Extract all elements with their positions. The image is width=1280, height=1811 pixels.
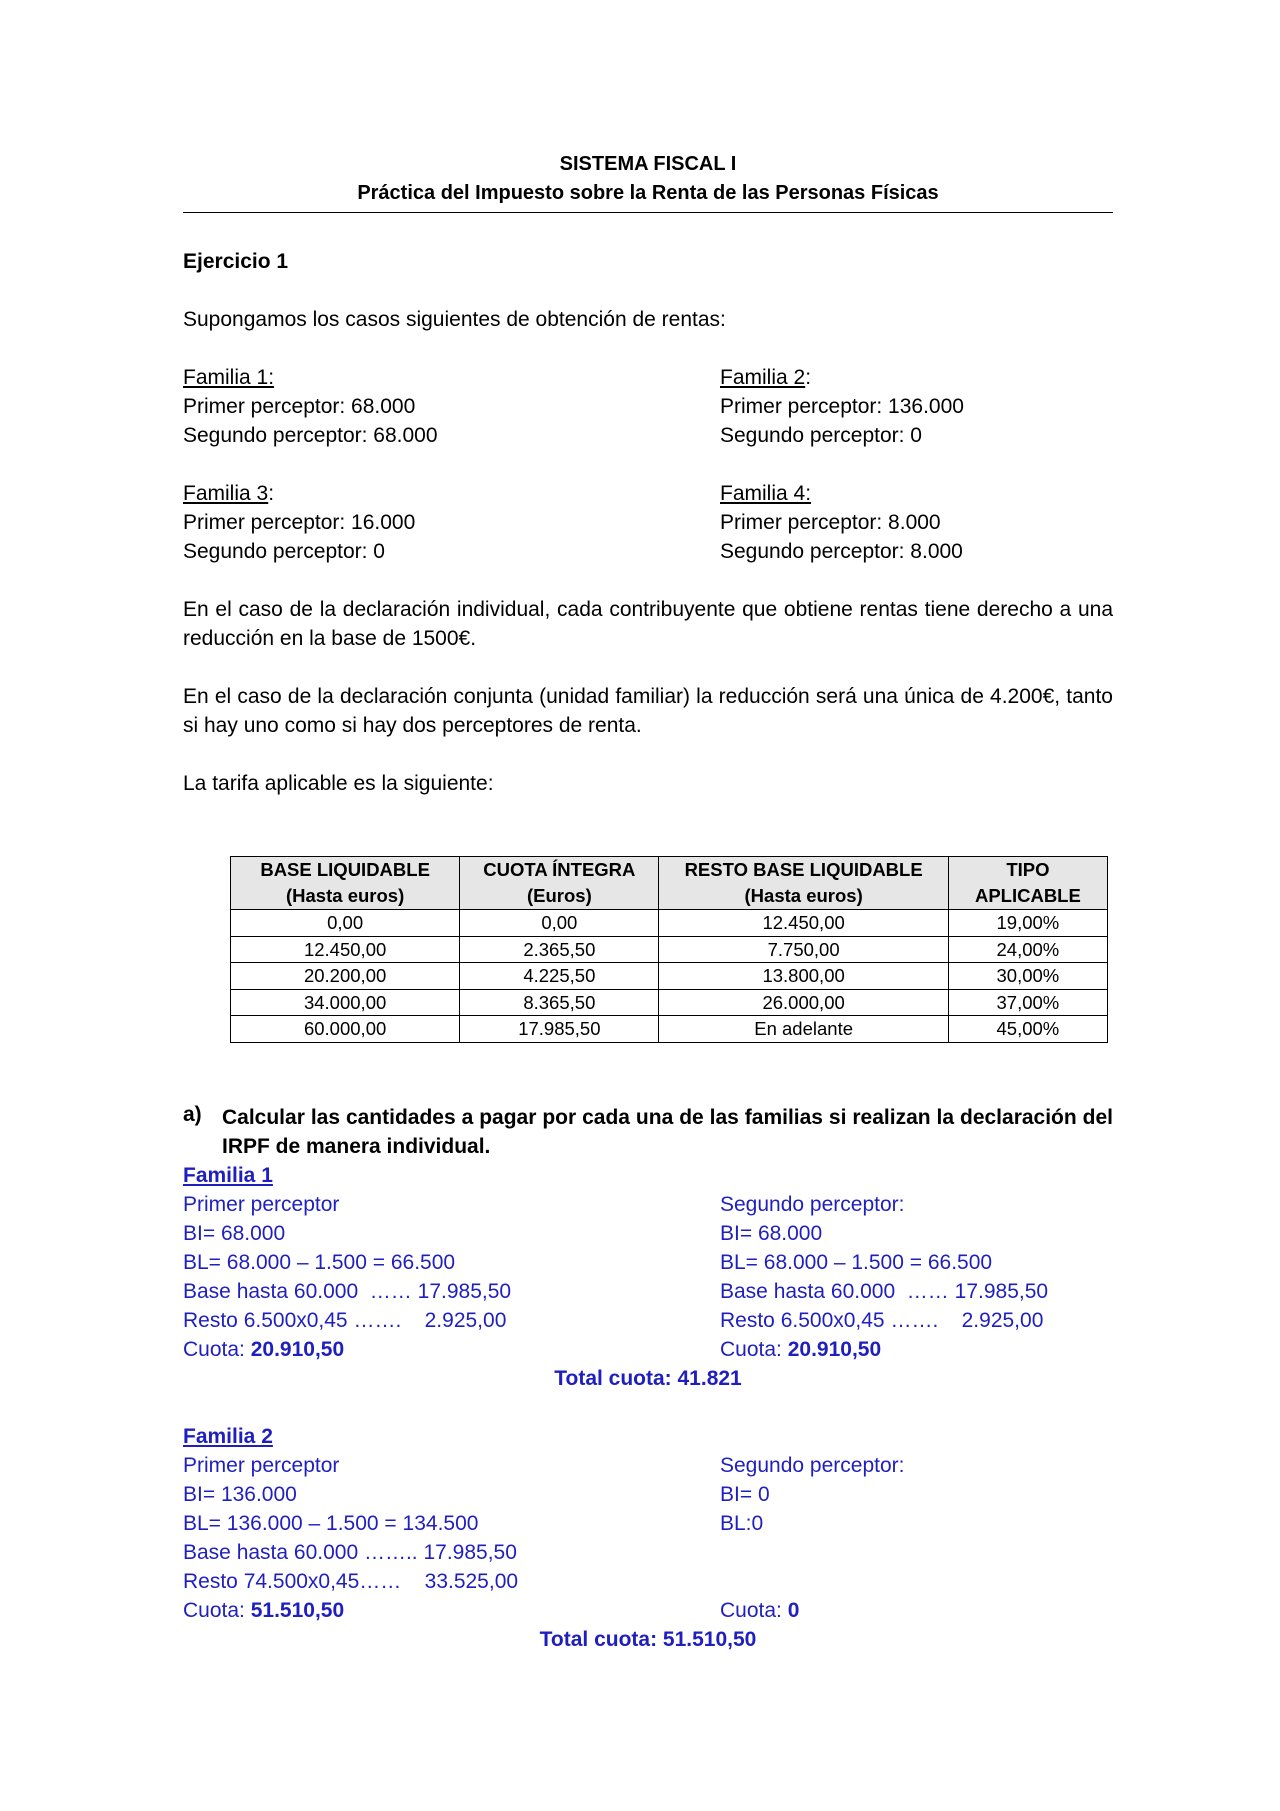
table-cell: 12.450,00 [659, 910, 948, 937]
f1-first-bi: BI= 68.000 [183, 1221, 286, 1245]
document-subtitle: Práctica del Impuesto sobre la Renta de las Personas Físicas [357, 182, 939, 204]
document-title: SISTEMA FISCAL I [559, 153, 737, 175]
table-cell: 0,00 [231, 910, 460, 937]
family-4-block [720, 479, 1113, 566]
f1-second-label: Segundo perceptor: [720, 1192, 905, 1216]
f1-second-bi: BI= 68.000 [720, 1221, 823, 1245]
solution-family-2-title: Familia 2 [183, 1424, 273, 1448]
f1-first-cuota: Cuota: 20.910,50 [183, 1337, 345, 1361]
f2-second-bl: BL:0 [720, 1511, 764, 1535]
f2-second-label: Segundo perceptor: [720, 1453, 905, 1477]
families-row-2 [183, 479, 1113, 566]
header-divider [183, 212, 1113, 213]
f1-second-cuota: Cuota: 20.910,50 [720, 1337, 882, 1361]
family-4-title: Familia 4: [720, 482, 812, 505]
family-2-p2: Segundo perceptor: 0 [720, 424, 922, 447]
tarifa-header-cell: BASE LIQUIDABLE (Hasta euros) [231, 857, 460, 910]
table-cell: 60.000,00 [231, 1016, 460, 1043]
family-3-p1: Primer perceptor: 16.000 [183, 511, 416, 534]
f2-first-base: Base hasta 60.000 …….. 17.985,50 [183, 1540, 517, 1564]
family-2-block: Familia 2: Primer perceptor: 136.000 Segundo perceptor: 0 [720, 363, 1113, 450]
f2-first-label: Primer perceptor [183, 1453, 340, 1477]
family-2-p1: Primer perceptor: 136.000 [720, 395, 964, 418]
intro-text: Supongamos los casos siguientes de obtención de rentas: [183, 308, 726, 331]
table-cell: 26.000,00 [659, 989, 948, 1016]
f2-first-bi: BI= 136.000 [183, 1482, 297, 1506]
f2-second-bi: BI= 0 [720, 1482, 770, 1506]
f1-first-label: Primer perceptor [183, 1192, 340, 1216]
table-cell: 13.800,00 [659, 963, 948, 990]
table-cell: 8.365,50 [460, 989, 659, 1016]
f1-first-resto: Resto 6.500x0,45 ……. 2.925,00 [183, 1308, 507, 1332]
f1-first-bl: BL= 68.000 – 1.500 = 66.500 [183, 1250, 456, 1274]
family-4-p2: Segundo perceptor: 8.000 [720, 540, 963, 563]
table-cell: 45,00% [948, 1016, 1107, 1043]
families-row-1 [183, 363, 1113, 450]
f1-second-base: Base hasta 60.000 …… 17.985,50 [720, 1279, 1049, 1303]
table-cell: 12.450,00 [231, 936, 460, 963]
table-cell: 37,00% [948, 989, 1107, 1016]
table-cell: 0,00 [460, 910, 659, 937]
table-cell: 19,00% [948, 910, 1107, 937]
paragraph-individual: En el caso de la declaración individual, cada contribuyente que obtiene rentas tiene derecho a una reducción en la base de 1500€. [183, 598, 1113, 650]
tarifa-table [230, 856, 1108, 1043]
document-page [183, 150, 1113, 1654]
tarifa-header-cell: CUOTA ÍNTEGRA (Euros) [460, 857, 659, 910]
family-1-block [183, 363, 720, 450]
f2-total: Total cuota: 51.510,50 [539, 1627, 757, 1651]
question-a [183, 1103, 1113, 1161]
table-row [231, 989, 1108, 1016]
family-2-title: Familia 2 [720, 366, 806, 389]
f1-total: Total cuota: 41.821 [554, 1366, 742, 1390]
table-cell: 34.000,00 [231, 989, 460, 1016]
table-cell: 30,00% [948, 963, 1107, 990]
family-1-p2: Segundo perceptor: 68.000 [183, 424, 438, 447]
document-header [183, 150, 1113, 208]
family-3-p2: Segundo perceptor: 0 [183, 540, 385, 563]
solution-family-1 [183, 1161, 1113, 1393]
f1-second-resto: Resto 6.500x0,45 ……. 2.925,00 [720, 1308, 1044, 1332]
question-a-marker: a) [183, 1102, 202, 1126]
table-cell: 24,00% [948, 936, 1107, 963]
table-row [231, 936, 1108, 963]
tarifa-header-row [231, 857, 1108, 910]
f2-first-resto: Resto 74.500x0,45…… 33.525,00 [183, 1569, 519, 1593]
family-1-p1: Primer perceptor: 68.000 [183, 395, 416, 418]
solution-family-1-title: Familia 1 [183, 1163, 273, 1187]
exercise-title: Ejercicio 1 [183, 250, 289, 273]
f2-first-bl: BL= 136.000 – 1.500 = 134.500 [183, 1511, 479, 1535]
tarifa-intro: La tarifa aplicable es la siguiente: [183, 772, 494, 795]
table-row [231, 910, 1108, 937]
table-cell: En adelante [659, 1016, 948, 1043]
table-cell: 2.365,50 [460, 936, 659, 963]
tarifa-header-cell: TIPO APLICABLE [948, 857, 1107, 910]
family-3-title: Familia 3 [183, 482, 269, 505]
family-3-block: Familia 3: Primer perceptor: 16.000 Segundo perceptor: 0 [183, 479, 720, 566]
f2-first-cuota: Cuota: 51.510,50 [183, 1598, 345, 1622]
family-4-p1: Primer perceptor: 8.000 [720, 511, 941, 534]
tarifa-header-cell: RESTO BASE LIQUIDABLE (Hasta euros) [659, 857, 948, 910]
table-cell: 4.225,50 [460, 963, 659, 990]
table-row [231, 963, 1108, 990]
solution-family-2 [183, 1422, 1113, 1654]
table-cell: 7.750,00 [659, 936, 948, 963]
paragraph-conjunta: En el caso de la declaración conjunta (unidad familiar) la reducción será una única de 4.200€, tanto si hay uno como si hay dos perceptores de renta. [183, 685, 1113, 737]
table-cell: 20.200,00 [231, 963, 460, 990]
family-1-title: Familia 1: [183, 366, 275, 389]
f1-first-base: Base hasta 60.000 …… 17.985,50 [183, 1279, 512, 1303]
f2-second-cuota: Cuota: 0 [720, 1598, 800, 1622]
question-a-text: Calcular las cantidades a pagar por cada una de las familias si realizan la declaración del IRPF de manera individual. [222, 1105, 1113, 1158]
table-row [231, 1016, 1108, 1043]
f1-second-bl: BL= 68.000 – 1.500 = 66.500 [720, 1250, 993, 1274]
table-cell: 17.985,50 [460, 1016, 659, 1043]
